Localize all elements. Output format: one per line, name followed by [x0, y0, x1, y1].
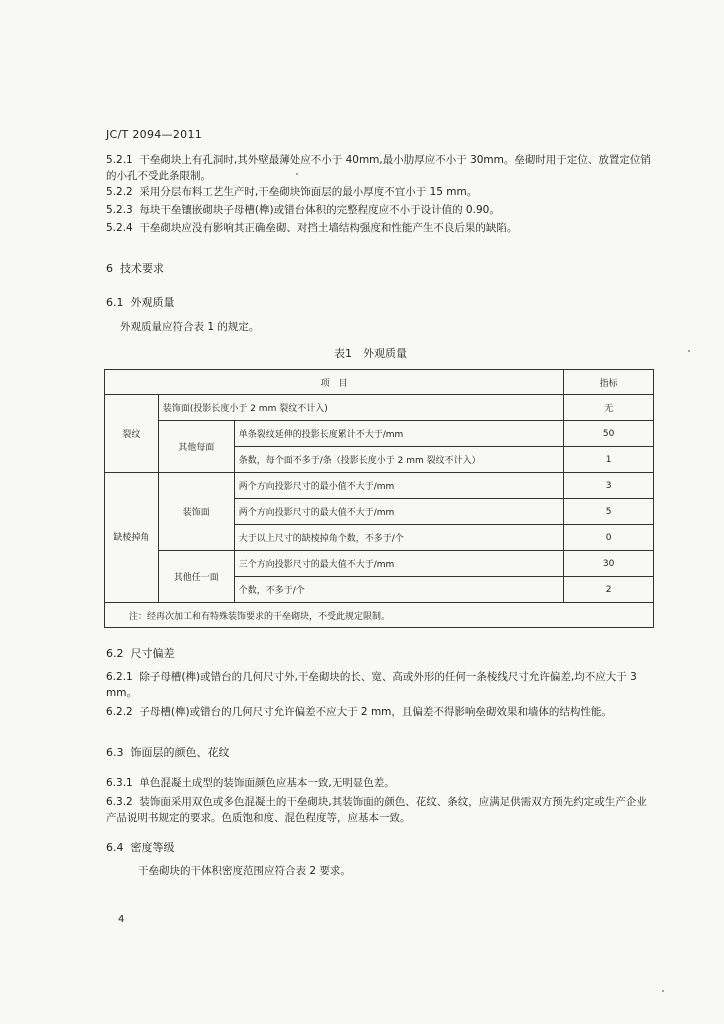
clause-number: 6.3.1	[106, 777, 133, 789]
section-6-2-heading	[106, 645, 175, 661]
scan-speck	[296, 173, 298, 175]
section-title: 尺寸偏差	[130, 647, 175, 660]
clause-text: 装饰面采用双色或多色混凝土的干垒砌块,其装饰面的颜色、花纹、条纹，应满足供需双方预先约定或生产企业产品说明书规定的要求。色质饱和度、混色程度等，应基本一致。	[106, 796, 647, 824]
section-title: 技术要求	[120, 262, 164, 275]
header-index: 指标	[564, 370, 654, 395]
clause-number: 5.2.2	[106, 186, 133, 198]
page-number: 4	[118, 914, 125, 925]
cell-value: 0	[564, 525, 654, 551]
clause-number: 5.2.4	[106, 222, 133, 234]
cell-label: 个数，不多于/个	[234, 577, 564, 603]
cell-value: 50	[564, 421, 654, 447]
table-1-caption: 表1 外观质量	[334, 347, 407, 360]
section-number: 6.1	[106, 296, 124, 309]
scan-speck	[662, 990, 664, 992]
cell-label: 两个方向投影尺寸的最小值不大于/mm	[234, 473, 564, 499]
cell-label: 装饰面(投影长度小于 2 mm 裂纹不计入)	[158, 395, 563, 421]
cell-label: 两个方向投影尺寸的最大值不大于/mm	[234, 499, 564, 525]
section-6-4-heading	[106, 839, 175, 855]
clause-text: 干垒砌块应没有影响其正确垒砌、对挡土墙结构强度和性能产生不良后果的缺陷。	[139, 222, 518, 234]
cell-value: 5	[564, 499, 654, 525]
row-group-corner: 缺棱掉角	[105, 473, 159, 603]
table-note: 注：经再次加工和有特殊装饰要求的干垒砌块，不受此规定限制。	[105, 603, 654, 628]
clause-number: 5.2.3	[106, 204, 133, 216]
section-number: 6.3	[106, 746, 124, 759]
clause-number: 6.2.2	[106, 706, 133, 718]
clause-5-2-2	[106, 184, 654, 200]
cell-label: 大于以上尺寸的缺棱掉角个数，不多于/个	[234, 525, 564, 551]
section-6-1-heading	[106, 294, 175, 310]
cell-label: 单条裂纹延伸的投影长度累计不大于/mm	[234, 421, 564, 447]
clause-text: 子母槽(榫)或错台的几何尺寸允许偏差不应大于 2 mm，且偏差不得影响垒砌效果和墙体的结构性能。	[139, 706, 612, 718]
section-6-1-text: 外观质量应符合表 1 的规定。	[120, 321, 260, 333]
section-number: 6	[106, 262, 113, 275]
cell-value: 2	[564, 577, 654, 603]
clause-6-2-2	[106, 704, 654, 720]
clause-text: 单色混凝土成型的装饰面颜色应基本一致,无明显色差。	[139, 777, 395, 789]
clause-number: 5.2.1	[106, 154, 133, 166]
clause-6-3-1	[106, 775, 654, 791]
section-title: 饰面层的颜色、花纹	[130, 746, 230, 759]
table-appearance-quality	[104, 369, 654, 628]
table-header-row	[105, 370, 654, 395]
clause-5-2-3	[106, 202, 654, 218]
clause-5-2-1	[106, 152, 654, 184]
clause-number: 6.2.1	[106, 671, 133, 683]
table-row	[105, 421, 654, 447]
clause-number: 6.3.2	[106, 796, 133, 808]
cell-value: 30	[564, 551, 654, 577]
row-subgroup: 装饰面	[158, 473, 234, 551]
clause-text: 每块干垒镶嵌砌块子母槽(榫)或错台体积的完整程度应不小于设计值的 0.90。	[139, 204, 500, 216]
section-6-4-text: 干垒砌块的干体积密度范围应符合表 2 要求。	[138, 865, 351, 877]
header-item: 项 目	[105, 370, 564, 395]
section-number: 6.4	[106, 841, 124, 854]
clause-5-2-4	[106, 220, 654, 236]
row-subgroup: 其他每面	[158, 421, 234, 473]
clause-text: 采用分层布料工艺生产时,干垒砌块饰面层的最小厚度不宜小于 15 mm。	[139, 186, 478, 198]
cell-value: 无	[564, 395, 654, 421]
section-6-3-heading	[106, 744, 230, 760]
table-row	[105, 473, 654, 499]
row-subgroup: 其他任一面	[158, 551, 234, 603]
cell-value: 1	[564, 447, 654, 473]
clause-text: 干垒砌块上有孔洞时,其外壁最薄处应不小于 40mm,最小肋厚应不小于 30mm。垒砌时用于定位、放置定位销的小孔不受此条限制。	[106, 154, 651, 182]
section-6-heading	[106, 260, 164, 276]
section-title: 密度等级	[130, 841, 175, 854]
clause-6-3-2	[106, 794, 654, 826]
cell-label: 三个方向投影尺寸的最大值不大于/mm	[234, 551, 564, 577]
row-group-crack: 裂纹	[105, 395, 159, 473]
clause-6-2-1	[106, 669, 654, 701]
scan-speck	[688, 350, 690, 352]
table-note-row	[105, 603, 654, 628]
section-title: 外观质量	[130, 296, 175, 309]
standard-code: JC/T 2094—2011	[106, 128, 203, 141]
section-number: 6.2	[106, 647, 124, 660]
cell-value: 3	[564, 473, 654, 499]
clause-text: 除子母槽(榫)或错台的几何尺寸外,干垒砌块的长、宽、高或外形的任何一条棱线尺寸允许偏差,均不应大于 3 mm。	[106, 671, 637, 699]
cell-label: 条数，每个面不多于/条（投影长度小于 2 mm 裂纹不计入）	[234, 447, 564, 473]
table-row	[105, 395, 654, 421]
table-row	[105, 551, 654, 577]
